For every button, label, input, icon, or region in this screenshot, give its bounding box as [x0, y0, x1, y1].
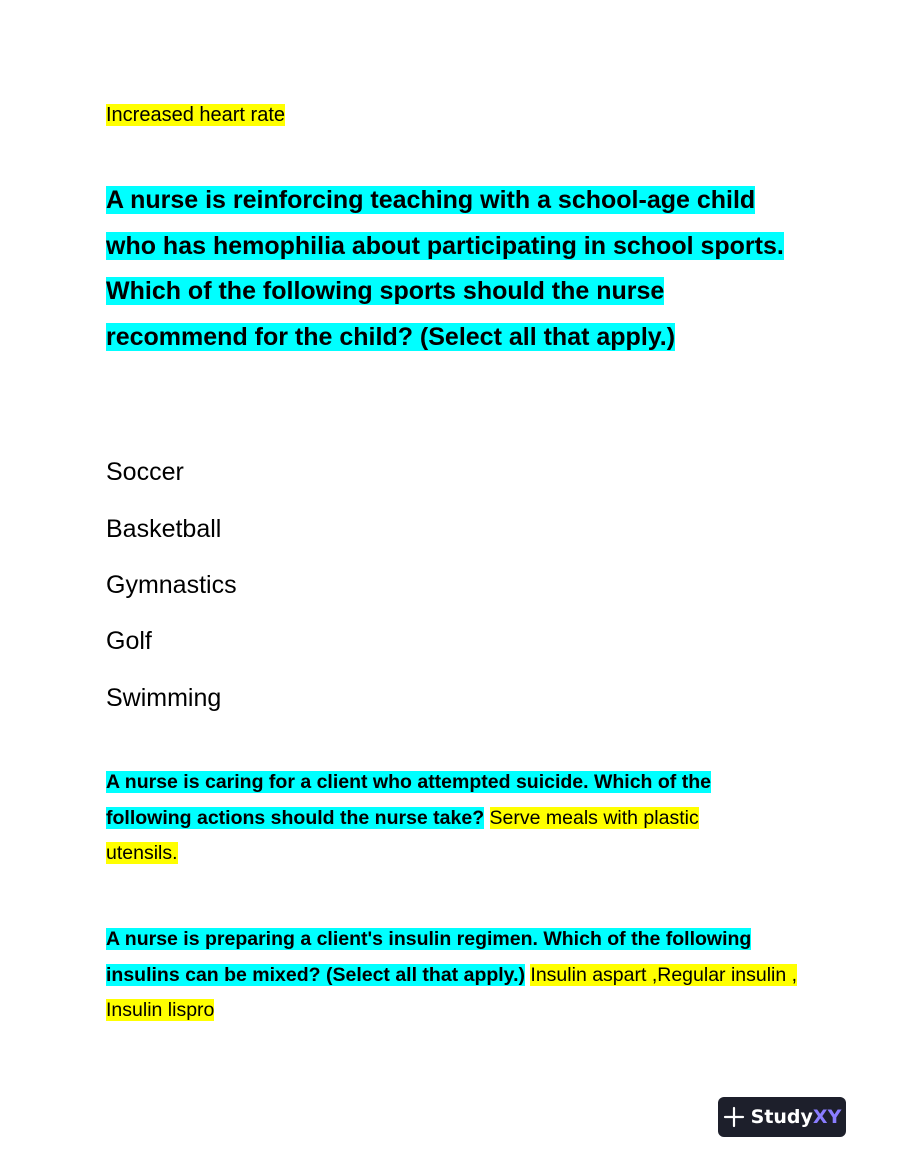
- answer-suicide-text: Serve meals with plastic utensils.: [106, 806, 699, 864]
- option-swimming: Swimming: [106, 684, 222, 712]
- option-gymnastics: Gymnastics: [106, 571, 237, 599]
- question-insulin-text: A nurse is preparing a client's insulin regimen. Which of the following insulins can be mixed? (Select all that apply.): [106, 928, 752, 986]
- option-golf: Golf: [106, 627, 152, 655]
- studyxy-logo: [718, 1097, 846, 1137]
- logo-text-accent: XY: [812, 1106, 842, 1128]
- question-highlight: A nurse is reinforcing teaching with a school-age child who has hemophilia about participating in school sports. Which of the following sports should the nurse recommend for the child? (Select all that apply.): [106, 186, 784, 351]
- option-soccer: Soccer: [106, 458, 184, 486]
- logo-text: [751, 1106, 842, 1128]
- question-suicide: [106, 765, 766, 872]
- question-hemophilia: [106, 178, 786, 360]
- question-insulin: [106, 922, 806, 1029]
- answer-highlight: Increased heart rate: [106, 104, 285, 126]
- option-basketball: Basketball: [106, 515, 222, 543]
- plus-icon: [723, 1106, 745, 1128]
- logo-text-main: Study: [750, 1106, 813, 1128]
- answer-insulin-text: Insulin aspart ,Regular insulin , Insulin lispro: [106, 963, 798, 1021]
- question-suicide-text: A nurse is caring for a client who attempted suicide. Which of the following actions should the nurse take?: [106, 771, 711, 829]
- answer-text: [106, 102, 285, 128]
